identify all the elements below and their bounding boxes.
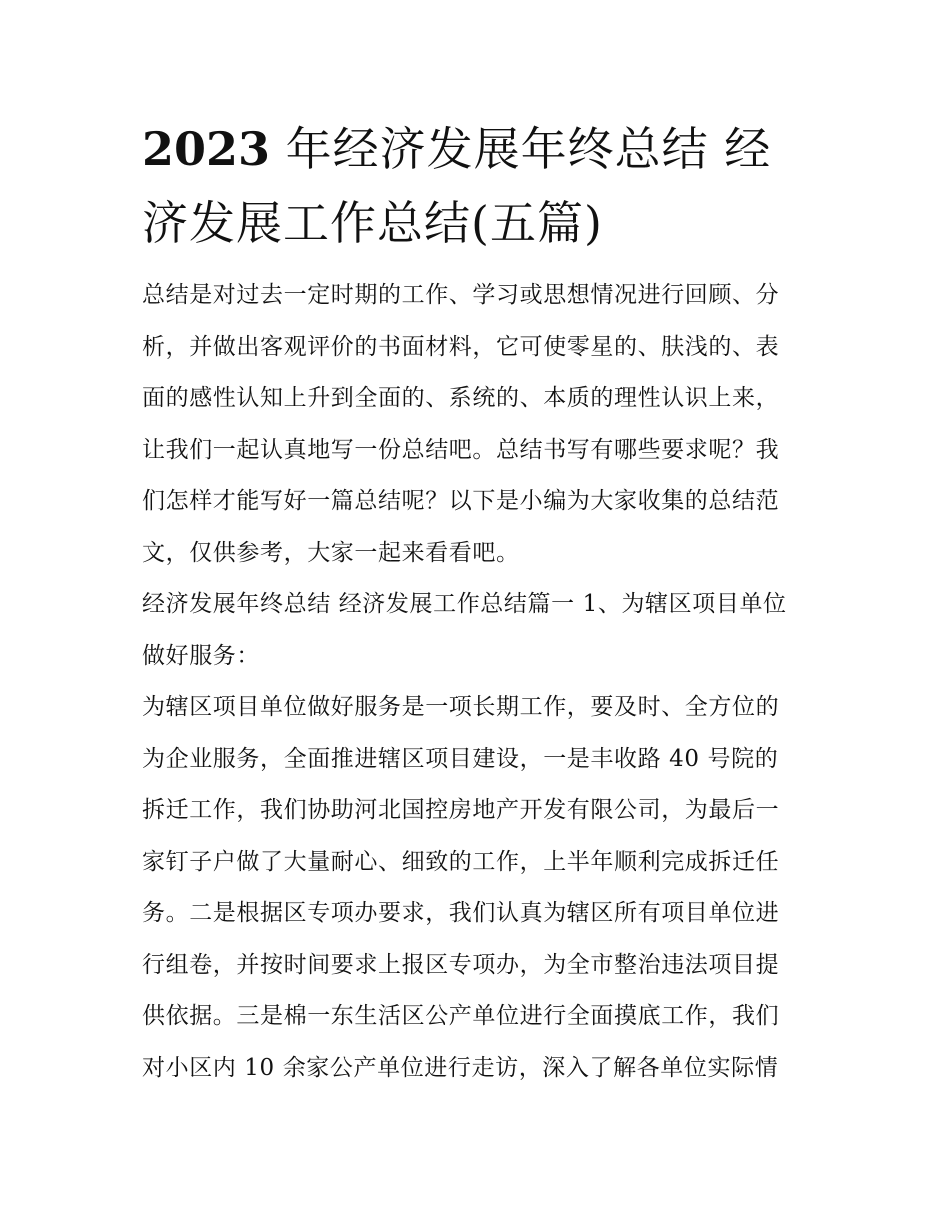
body-line: 总结是对过去一定时期的工作、学习或思想情况进行回顾、分: [142, 282, 780, 308]
body-line: 为企业服务，全面推进辖区项目建设，一是丰收路 40 号院的: [142, 745, 779, 772]
body-line: 对小区内 10 余家公产单位进行走访，深入了解各单位实际情: [142, 1054, 779, 1081]
document-title: [142, 112, 812, 260]
body-line: 为辖区项目单位做好服务是一项长期工作，要及时、全方位的: [142, 694, 780, 720]
body-line: 拆迁工作，我们协助河北国控房地产开发有限公司，为最后一: [142, 797, 780, 823]
body-line: 务。二是根据区专项办要求，我们认真为辖区所有项目单位进: [142, 900, 780, 926]
title-line-1-text: 年经济发展年终总结 经: [270, 122, 772, 176]
body-line: 家钉子户做了大量耐心、细致的工作，上半年顺利完成拆迁任: [142, 848, 780, 875]
title-year: 2023: [142, 122, 271, 176]
section-heading-line: 经济发展年终总结 经济发展工作总结篇一 1、为辖区项目单位: [142, 591, 787, 617]
section-heading-line: 做好服务：: [142, 642, 260, 669]
body-line: 供依据。三是棉一东生活区公产单位进行全面摸底工作，我们: [142, 1003, 780, 1029]
title-line-2: 济发展工作总结(五篇): [142, 196, 603, 250]
document-page: [142, 112, 812, 1094]
body-line: 面的感性认知上升到全面的、系统的、本质的理性认识上来，: [142, 385, 780, 411]
body-line: 让我们一起认真地写一份总结吧。总结书写有哪些要求呢？我: [142, 436, 780, 463]
title-line-1: [142, 112, 812, 186]
body-line: 析，并做出客观评价的书面材料，它可使零星的、肤浅的、表: [142, 333, 780, 360]
document-body: [142, 270, 812, 1094]
body-line: 文，仅供参考，大家一起来看看吧。: [142, 539, 520, 566]
body-line: 们怎样才能写好一篇总结呢？以下是小编为大家收集的总结范: [142, 488, 780, 514]
body-line: 行组卷，并按时间要求上报区专项办，为全市整治违法项目提: [142, 951, 780, 978]
